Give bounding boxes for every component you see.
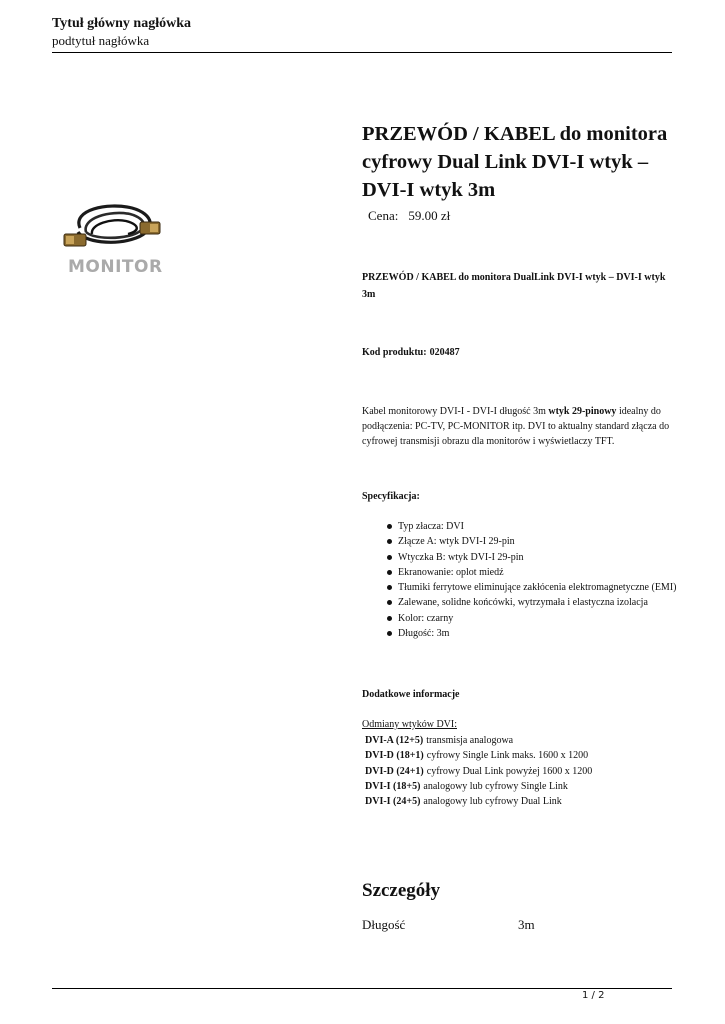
list-item xyxy=(365,764,592,779)
product-image xyxy=(62,198,162,278)
list-item xyxy=(365,733,592,748)
product-title: PRZEWÓD / KABEL do monitora cyfrowy Dual Link DVI-I wtyk – DVI-I wtyk 3m xyxy=(362,123,668,201)
header-title: Tytuł główny nagłówka xyxy=(52,16,191,31)
footer-divider xyxy=(52,988,672,989)
variant-name: DVI-D (18+1) xyxy=(365,750,424,762)
price-row xyxy=(368,208,460,224)
list-item: Ekranowanie: oplot miedź xyxy=(386,565,677,580)
description-text-start: Kabel monitorowy DVI-I - DVI-I długość 3m xyxy=(362,406,549,417)
product-description xyxy=(362,404,672,449)
description-text-end: idealny do podłączenia: PC-TV, PC-MONITOR itp. DVI to aktualny standard złącza do cyfrowej transmisji obrazu dla monitorów i wyświetlaczy TFT. xyxy=(362,406,670,447)
image-logo-text: MONITOR xyxy=(68,257,162,277)
list-item: Długość: 3m xyxy=(386,626,677,641)
variant-name: DVI-I (18+5) xyxy=(365,780,421,792)
short-description: PRZEWÓD / KABEL do monitora DualLink DVI-I wtyk – DVI-I wtyk 3m xyxy=(362,272,666,300)
variants-title: Odmiany wtyków DVI: xyxy=(362,719,457,730)
description-highlight: wtyk 29-pinowy xyxy=(548,406,617,417)
list-item: Złącze A: wtyk DVI-I 29-pin xyxy=(386,534,677,549)
variant-desc: transmisja analogowa xyxy=(426,735,514,746)
list-item: Wtyczka B: wtyk DVI-I 29-pin xyxy=(386,550,677,565)
product-code-value: 020487 xyxy=(429,347,460,358)
header-subtitle: podtytuł nagłówka xyxy=(52,33,150,48)
list-item: Zalewane, solidne końcówki, wytrzymała i elastyczna izolacja xyxy=(386,595,677,610)
spec-heading: Specyfikacja: xyxy=(362,491,420,502)
product-code-label: Kod produktu: xyxy=(362,347,427,358)
details-heading: Szczegóły xyxy=(362,880,441,901)
list-item xyxy=(365,794,592,809)
variant-name: DVI-D (24+1) xyxy=(365,765,424,777)
spec-list xyxy=(386,519,677,641)
list-item: Kolor: czarny xyxy=(386,611,677,626)
price-value: 59.00 zł xyxy=(408,208,451,223)
variant-name: DVI-I (24+5) xyxy=(365,796,421,808)
details-value: 3m xyxy=(518,917,535,932)
product-code xyxy=(362,347,460,358)
variant-desc: cyfrowy Single Link maks. 1600 x 1200 xyxy=(426,750,589,762)
list-item: Typ złacza: DVI xyxy=(386,519,677,534)
variants-list xyxy=(365,733,592,809)
variant-desc: analogowy lub cyfrowy Dual Link xyxy=(423,796,562,808)
list-item xyxy=(365,779,592,794)
list-item: Tłumiki ferrytowe eliminujące zakłócenia elektromagnetyczne (EMI) xyxy=(386,580,677,595)
page-number: 1 / 2 xyxy=(582,990,605,1001)
details-label: Długość xyxy=(362,917,406,932)
header-divider xyxy=(52,52,672,53)
variant-desc: analogowy lub cyfrowy Single Link xyxy=(423,780,568,792)
variant-desc: cyfrowy Dual Link powyżej 1600 x 1200 xyxy=(426,765,593,777)
extra-info-heading: Dodatkowe informacje xyxy=(362,689,460,700)
price-label: Cena: xyxy=(368,208,399,223)
dvi-cable-image xyxy=(62,198,162,278)
variant-name: DVI-A (12+5) xyxy=(365,735,424,746)
list-item xyxy=(365,748,592,763)
